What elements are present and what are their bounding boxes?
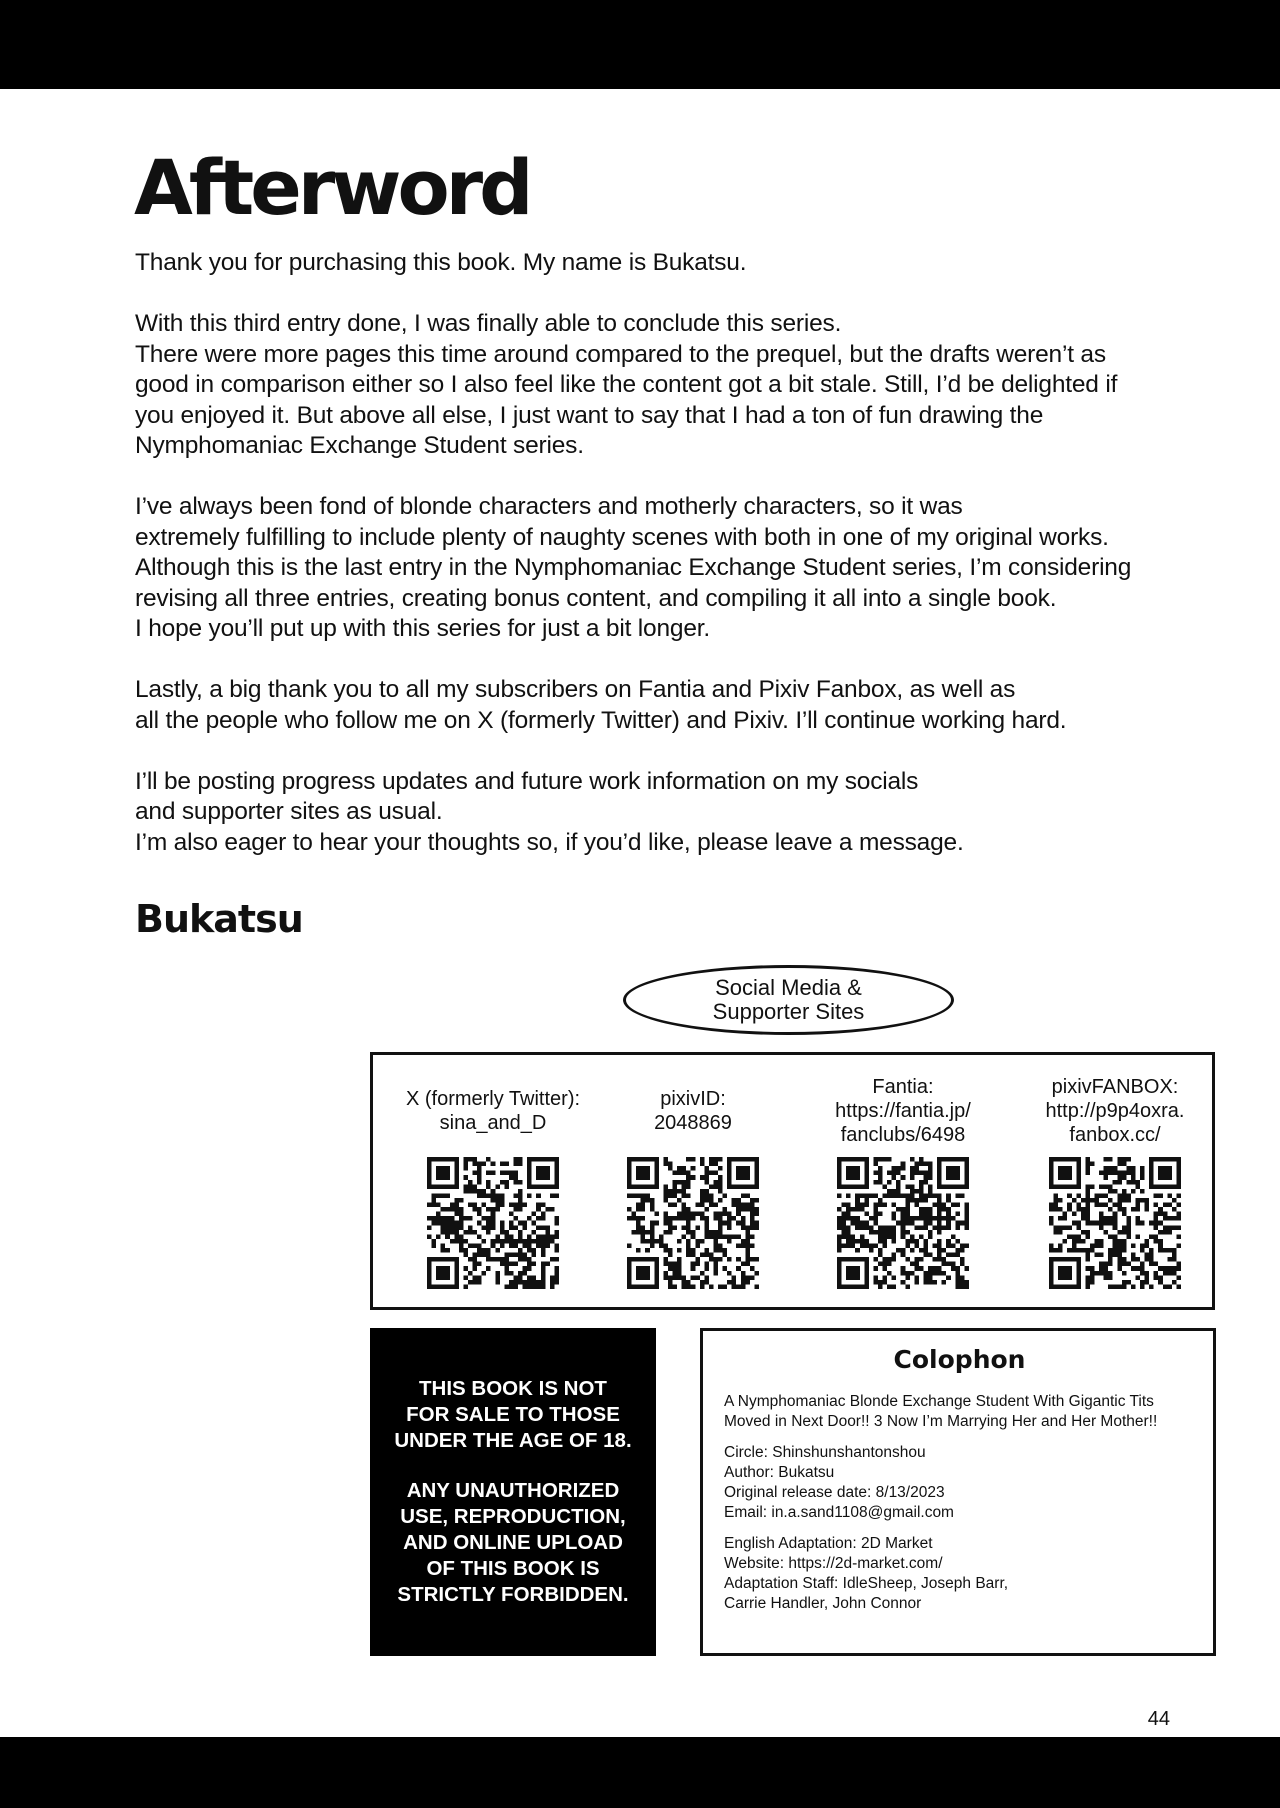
site-fantia [793, 1075, 1013, 1289]
site-label: Fantia: https://fantia.jp/ fanclubs/6498 [835, 1076, 971, 1146]
paragraph: I’ve always been fond of blonde characters and motherly characters, so it was extremely fulfilling to include plenty of naughty scenes with both in one of my original works. Although this is the last entry in the Nymphomaniac Exchange Student series, I’m considering revising all three entries, creating bonus content, and compiling it all into a single book. I hope you’ll put up with this series for just a bit longer. [135, 493, 1132, 642]
site-x-twitter [383, 1075, 603, 1289]
site-pixiv-fanbox [1005, 1075, 1225, 1289]
paragraph: With this third entry done, I was finally able to conclude this series. There were more pages this time around compared to the prequel, but the drafts weren’t as good in comparison either so I also feel like the content got a bit stale. Still, I’d be delighted if you enjoyed it. But above all else, I just want to say that I had a ton of fun drawing the Nymphomaniac Exchange Student series. [135, 310, 1118, 459]
colophon-details: Circle: Shinshunshantonshou Author: Bukatsu Original release date: 8/13/2023 Email: in.a.sand1108@gmail.com [724, 1444, 954, 1521]
paragraph: Lastly, a big thank you to all my subscribers on Fantia and Pixiv Fanbox, as well as all the people who follow me on X (formerly Twitter) and Pixiv. I’ll continue working hard. [135, 676, 1067, 734]
site-label: pixivID: 2048869 [654, 1088, 732, 1134]
qr-code-icon[interactable] [427, 1157, 559, 1289]
warning-text: THIS BOOK IS NOT FOR SALE TO THOSE UNDER THE AGE OF 18. [394, 1377, 632, 1452]
qr-code-icon[interactable] [837, 1157, 969, 1289]
colophon-title: Colophon [893, 1345, 1026, 1374]
author-signature: Bukatsu [135, 897, 303, 941]
site-pixiv [583, 1075, 803, 1289]
page-title: Afterword [134, 143, 530, 232]
qr-code-icon[interactable] [627, 1157, 759, 1289]
age-warning-box [370, 1328, 656, 1656]
top-border-band [0, 0, 1280, 89]
colophon-book-title: A Nymphomaniac Blonde Exchange Student With Gigantic Tits Moved in Next Door!! 3 Now I’m Marrying Her and Her Mother!! [724, 1393, 1158, 1430]
colophon-adaptation: English Adaptation: 2D Market Website: https://2d-market.com/ Adaptation Staff: IdleSheep, Joseph Barr, Carrie Handler, John Connor [724, 1535, 1009, 1612]
afterword-body [135, 248, 1135, 858]
qr-code-icon[interactable] [1049, 1157, 1181, 1289]
site-label: X (formerly Twitter): sina_and_D [405, 1088, 581, 1134]
paragraph: I’ll be posting progress updates and future work information on my socials and supporter sites as usual. I’m also eager to hear your thoughts so, if you’d like, please leave a message. [135, 767, 964, 856]
colophon-box [700, 1328, 1216, 1656]
social-links-box [370, 1052, 1215, 1310]
social-heading: Social Media & Supporter Sites [623, 965, 954, 1035]
site-label: pixivFANBOX: http://p9p4oxra. fanbox.cc/ [1045, 1076, 1185, 1146]
warning-text: ANY UNAUTHORIZED USE, REPRODUCTION, AND ONLINE UPLOAD OF THIS BOOK IS STRICTLY FORBIDDEN. [397, 1479, 629, 1606]
bottom-border-band [0, 1737, 1280, 1808]
paragraph: Thank you for purchasing this book. My name is Bukatsu. [135, 249, 747, 276]
page-number: 44 [1147, 1708, 1170, 1730]
